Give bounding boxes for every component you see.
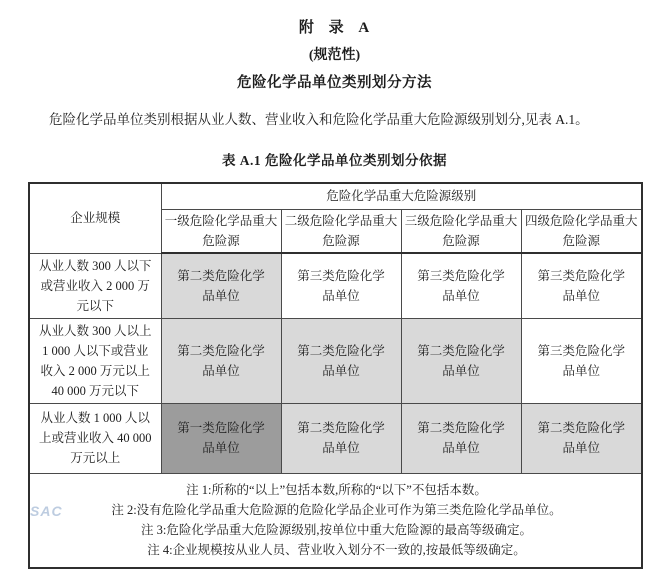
- note-1: 注 1:所称的“以上”包括本数,所称的“以下”不包括本数。: [186, 482, 487, 497]
- table-row: [29, 253, 642, 318]
- table-cell: 第二类危险化学品单位: [161, 318, 281, 403]
- table-cell: 第二类危险化学品单位: [161, 253, 281, 318]
- appendix-title: 附 录 A: [298, 20, 371, 36]
- intro-paragraph: 危险化学品单位类别根据从业人数、营业收入和危险化学品重大危险源级别划分,见表 A.1。: [49, 112, 589, 127]
- sac-watermark: SAC: [30, 503, 63, 519]
- table-cell: 第三类危险化学品单位: [521, 318, 642, 403]
- notes-row: [29, 473, 642, 568]
- row-scale: 从业人数 300 人以下或营业收入 2 000 万元以下: [29, 253, 161, 318]
- table-notes: [29, 473, 642, 568]
- table-cell: 第三类危险化学品单位: [281, 253, 401, 318]
- table-cell: 第二类危险化学品单位: [401, 318, 521, 403]
- document-subtitle: 危险化学品单位类别划分方法: [237, 75, 432, 91]
- note-4: 注 4:企业规模按从业人员、营业收入划分不一致的,按最低等级确定。: [147, 542, 526, 557]
- row-scale: 从业人数 1 000 人以上或营业收入 40 000 万元以上: [29, 403, 161, 473]
- table-cell: 第二类危险化学品单位: [281, 403, 401, 473]
- table-row: [29, 403, 642, 473]
- classification-table: [28, 182, 643, 569]
- table-cell: 第二类危险化学品单位: [521, 403, 642, 473]
- normative-label: (规范性): [308, 48, 361, 63]
- table-row: [29, 318, 642, 403]
- note-3: 注 3:危险化学品重大危险源级别,按单位中重大危险源的最高等级确定。: [141, 522, 532, 537]
- table-cell: 第三类危险化学品单位: [521, 253, 642, 318]
- table-caption: 表 A.1 危险化学品单位类别划分依据: [221, 153, 448, 168]
- header-level-1: 一级危险化学品重大危险源: [161, 209, 281, 253]
- row-scale: 从业人数 300 人以上 1 000 人以下或营业收入 2 000 万元以上 40 000 万元以下: [29, 318, 161, 403]
- note-2: 注 2:没有危险化学品重大危险源的危险化学品企业可作为第三类危险化学品单位。: [111, 502, 562, 517]
- header-enterprise-scale: 企业规模: [29, 183, 161, 253]
- table-cell: 第二类危险化学品单位: [401, 403, 521, 473]
- header-hazard-group: 危险化学品重大危险源级别: [161, 183, 642, 209]
- table-cell: 第二类危险化学品单位: [281, 318, 401, 403]
- table-cell: 第三类危险化学品单位: [401, 253, 521, 318]
- table-cell: 第一类危险化学品单位: [161, 403, 281, 473]
- header-level-4: 四级危险化学品重大危险源: [521, 209, 642, 253]
- header-level-2: 二级危险化学品重大危险源: [281, 209, 401, 253]
- header-level-3: 三级危险化学品重大危险源: [401, 209, 521, 253]
